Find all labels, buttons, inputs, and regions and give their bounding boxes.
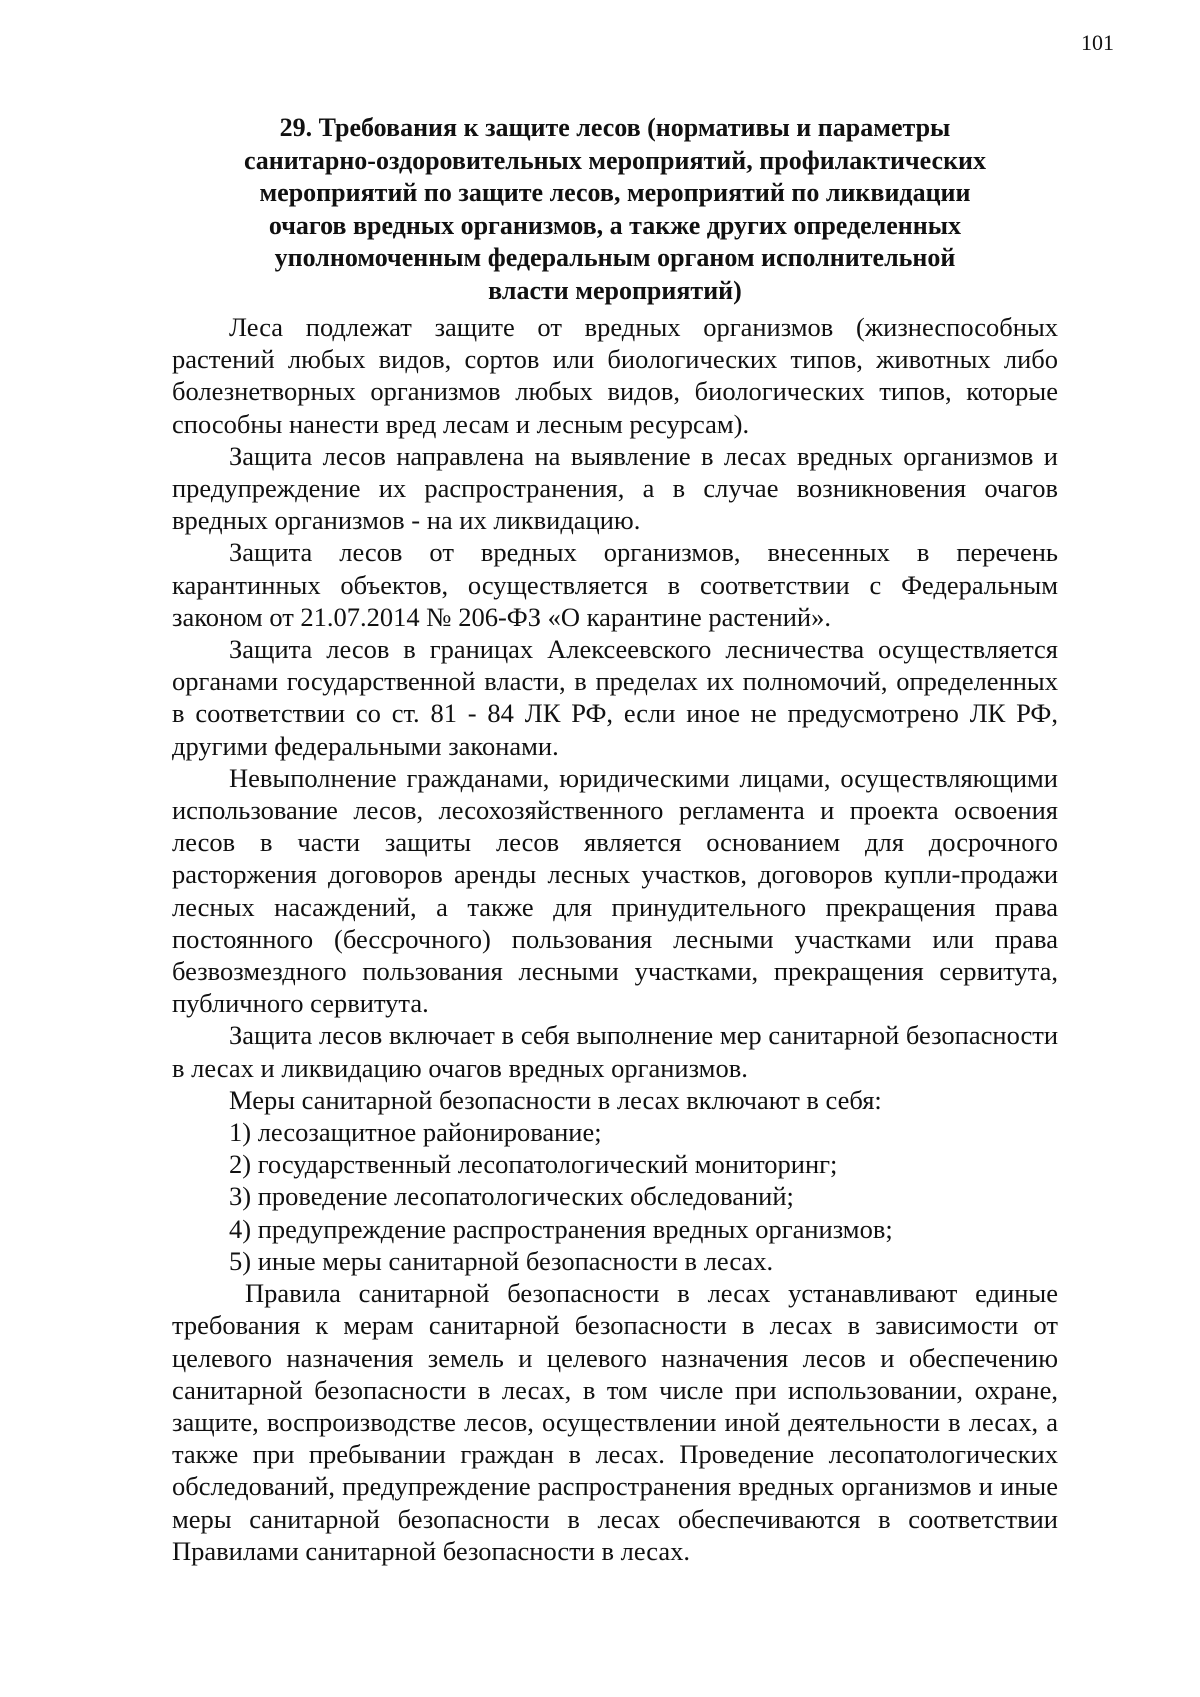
list-item: 1) лесозащитное районирование; xyxy=(229,1117,602,1148)
heading-line: санитарно-оздоровительных мероприятий, профилактических xyxy=(243,145,987,175)
section-heading xyxy=(172,112,1058,307)
heading-line: уполномоченным федеральным органом исполнительной xyxy=(274,243,956,272)
list-item: 2) государственный лесопатологический мониторинг; xyxy=(229,1149,838,1180)
heading-line: 29. Требования к защите лесов (нормативы и параметры xyxy=(279,113,951,142)
heading-line: власти мероприятий) xyxy=(488,275,742,305)
body-paragraph: Защита лесов от вредных организмов, внесенных в перечень карантинных объектов, осуществляется в соответствии с Федеральным законом от 21.07.2014 № 206-ФЗ «О карантине растений». xyxy=(172,537,1058,632)
closing-paragraph: Правила санитарной безопасности в лесах устанавливают единые требования к мерам санитарной безопасности в лесах в зависимости от целевого назначения земель и целевого назначения лесов и обеспечению санитарной безопасности в лесах, в том числе при использовании, охране, защите, воспроизводстве лесов, осуществлении иной деятельности в лесах, а также при пребывании граждан в лесах. Проведение лесопатологических обследований, предупреждение распространения вредных организмов и иные меры санитарной безопасности в лесах обеспечиваются в соответствии Правилами санитарной безопасности в лесах. xyxy=(172,1278,1058,1566)
document-body xyxy=(172,311,1058,1567)
body-paragraph: Защита лесов в границах Алексеевского лесничества осуществляется органами государственной власти, в пределах их полномочий, определенных в соответствии со ст. 81 - 84 ЛК РФ, если иное не предусмотрено ЛК РФ, другими федеральными законами. xyxy=(172,634,1058,761)
list-item: 3) проведение лесопатологических обследований; xyxy=(229,1181,794,1212)
heading-line: мероприятий по защите лесов, мероприятий по ликвидации xyxy=(259,178,971,207)
body-paragraph: Невыполнение гражданами, юридическими лицами, осуществляющими использование лесов, лесохозяйственного регламента и проекта освоения лесов в части защиты лесов является основанием для досрочного расторжения договоров аренды лесных участков, договоров купли-продажи лесных насаждений, а также для принудительного прекращения права постоянного (бессрочного) пользования лесными участками или права безвозмездного пользования лесными участками, прекращения сервитута, публичного сервитута. xyxy=(172,762,1058,1019)
body-paragraph: Защита лесов включает в себя выполнение мер санитарной безопасности в лесах и ликвидацию очагов вредных организмов. xyxy=(172,1020,1058,1083)
page-number: 101 xyxy=(1081,30,1114,55)
heading-line: очагов вредных организмов, а также других определенных xyxy=(268,210,962,240)
list-item: 4) предупреждение распространения вредных организмов; xyxy=(229,1213,893,1244)
measures-intro: Меры санитарной безопасности в лесах включают в себя: xyxy=(229,1084,882,1115)
body-paragraph: Защита лесов направлена на выявление в лесах вредных организмов и предупреждение их распространения, а в случае возникновения очагов вредных организмов - на их ликвидацию. xyxy=(172,440,1058,536)
list-item: 5) иные меры санитарной безопасности в лесах. xyxy=(229,1245,774,1276)
body-paragraph: Леса подлежат защите от вредных организмов (жизнеспособных растений любых видов, сортов или биологических типов, животных либо болезнетворных организмов любых видов, биологических типов, которые способны нанести вред лесам и лесным ресурсам). xyxy=(172,312,1058,439)
